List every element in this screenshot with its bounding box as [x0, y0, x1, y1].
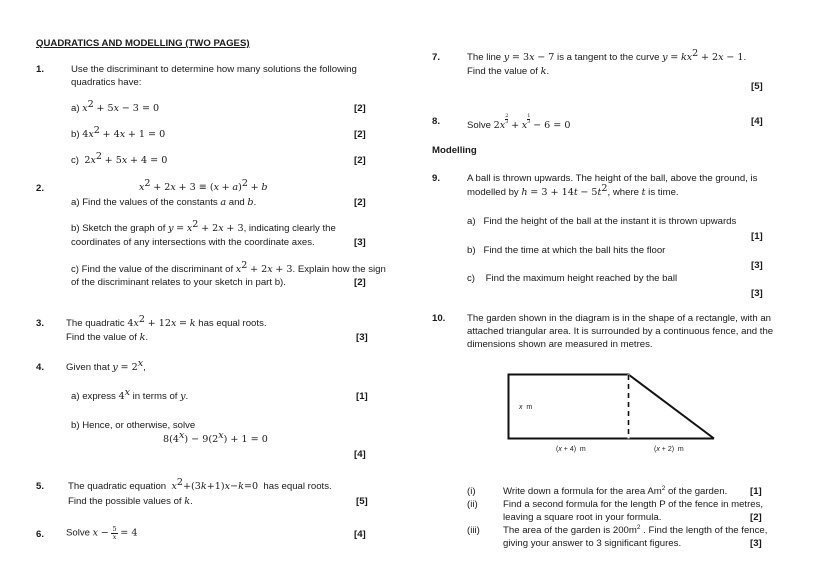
question-1c-mark: [2]	[354, 155, 366, 166]
question-10-line1: The garden shown in the diagram is in the shape of a rectangle, with an	[467, 313, 771, 324]
question-1a-mark: [2]	[354, 103, 366, 114]
question-9a-mark: [1]	[751, 231, 763, 242]
question-10ii-line1: Find a second formula for the length P of the fence in metres,	[503, 499, 764, 510]
question-7-number: 7.	[432, 52, 441, 63]
question-10-line2: attached triangular area. It is surrounded by a continuous fence, and the	[467, 326, 774, 337]
question-2c-line2: of the discriminant relates to your sketch in part b).	[71, 277, 286, 288]
question-9c: c) Find the maximum height reached by the ball	[467, 273, 678, 284]
question-8-mark: [4]	[751, 116, 763, 127]
diagram-rect-width-label: (x + 4) m	[556, 446, 586, 453]
question-1-number: 1.	[36, 64, 45, 75]
question-1a: a) $x^2 + 5x - 3 = 0$	[71, 99, 160, 114]
question-9-line2: modelled by $h = 3 + 14t - 5t^2$, where t is time.	[467, 183, 679, 198]
question-2a-mark: [2]	[354, 197, 366, 208]
question-3-line2: Find the value of k.	[66, 332, 149, 343]
question-4a-mark: [1]	[356, 391, 368, 402]
question-9b-mark: [3]	[751, 260, 763, 271]
question-7-mark: [5]	[751, 81, 763, 92]
question-2-identity: $x^2 + 2x + 3 \equiv (x + a)^2 + b$	[139, 178, 268, 193]
question-9b: b) Find the time at which the ball hits the floor	[467, 245, 666, 256]
question-2b-line1: b) Sketch the graph of $y = x^2 + 2x + 3$, indicating clearly the	[71, 219, 336, 234]
question-9-number: 9.	[432, 173, 441, 184]
page-title: QUADRATICS AND MODELLING (TWO PAGES)	[36, 38, 250, 49]
question-4-number: 4.	[36, 362, 45, 373]
question-10iii-line1: The area of the garden is $200m^2$ . Find the length of the fence,	[503, 524, 768, 536]
question-4b-line1: b) Hence, or otherwise, solve	[71, 420, 196, 431]
triangle-hypotenuse	[629, 375, 715, 439]
question-10-number: 10.	[432, 313, 446, 324]
question-4-intro: Given that $y = 2^x$,	[66, 358, 146, 373]
question-2c-line1: c) Find the value of the discriminant of $x^2 + 2x + 3$. Explain how the sign	[71, 260, 386, 275]
garden-diagram	[495, 365, 735, 460]
question-1-text-line2: quadratics have:	[71, 77, 142, 88]
question-1b: b) $4x^2 + 4x + 1 = 0$	[71, 125, 166, 140]
question-10iii-label: (iii)	[467, 525, 480, 536]
question-10-line3: dimensions shown are measured in metres.	[467, 339, 653, 350]
question-2b-line2: coordinates of any intersections with the coordinate axes.	[71, 237, 315, 248]
question-10i-label: (i)	[467, 486, 476, 497]
question-9a: a) Find the height of the ball at the instant it is thrown upwards	[467, 216, 737, 227]
diagram-height-label: x m	[519, 404, 533, 411]
question-8-number: 8.	[432, 116, 441, 127]
question-6-text: Solve x − $\frac{5}{x}$ = 4	[66, 525, 138, 541]
question-1b-mark: [2]	[354, 129, 366, 140]
section-heading-modelling: Modelling	[432, 145, 477, 156]
question-9-line1: A ball is thrown upwards. The height of the ball, above the ground, is	[467, 173, 758, 184]
question-4b-equation: $8(4^x) - 9(2^x) + 1 = 0$	[163, 430, 268, 445]
question-5-line2: Find the possible values of k.	[68, 496, 193, 507]
question-10iii-mark: [3]	[750, 538, 762, 549]
question-6-number: 6.	[36, 529, 45, 540]
question-10ii-line2: leaving a square root in your formula.	[503, 512, 662, 523]
question-8-text: Solve 2x $\frac{2}{3}$ + x $\frac{1}{3}$ − 6 = 0	[467, 113, 571, 131]
question-10i-mark: [1]	[750, 486, 762, 497]
question-2a: a) Find the values of the constants a and b.	[71, 197, 257, 208]
question-1c: c) $2x^2 + 5x + 4 = 0$	[71, 151, 168, 166]
question-4a: a) express 4$^x$ in terms of y.	[71, 387, 189, 402]
question-7-line2: Find the value of k.	[467, 66, 550, 77]
question-10ii-mark: [2]	[750, 512, 762, 523]
question-9c-mark: [3]	[751, 288, 763, 299]
question-1-text-line1: Use the discriminant to determine how many solutions the following	[71, 64, 357, 75]
question-2b-mark: [3]	[354, 237, 366, 248]
question-5-number: 5.	[36, 481, 45, 492]
question-3-mark: [3]	[356, 332, 368, 343]
question-5-line1: The quadratic equation $x^2+(3k+1)x-k=0$ has equal roots.	[68, 477, 332, 492]
question-2c-mark: [2]	[354, 277, 366, 288]
question-10i-text: Write down a formula for the area Am$^2$ of the garden.	[503, 485, 728, 497]
question-3-number: 3.	[36, 318, 45, 329]
question-7-line1: The line y = 3x − 7 is a tangent to the curve $y = kx^2 + 2x - 1$.	[467, 48, 747, 63]
question-5-mark: [5]	[356, 496, 368, 507]
question-4b-mark: [4]	[354, 449, 366, 460]
question-2-number: 2.	[36, 183, 45, 194]
diagram-tri-width-label: (x + 2) m	[654, 446, 684, 453]
question-10ii-label: (ii)	[467, 499, 478, 510]
question-3-line1: The quadratic $4x^2 + 12x = k$ has equal roots.	[66, 314, 267, 329]
question-10iii-line2: giving your answer to 3 significant figures.	[503, 538, 682, 549]
question-6-mark: [4]	[354, 529, 366, 540]
